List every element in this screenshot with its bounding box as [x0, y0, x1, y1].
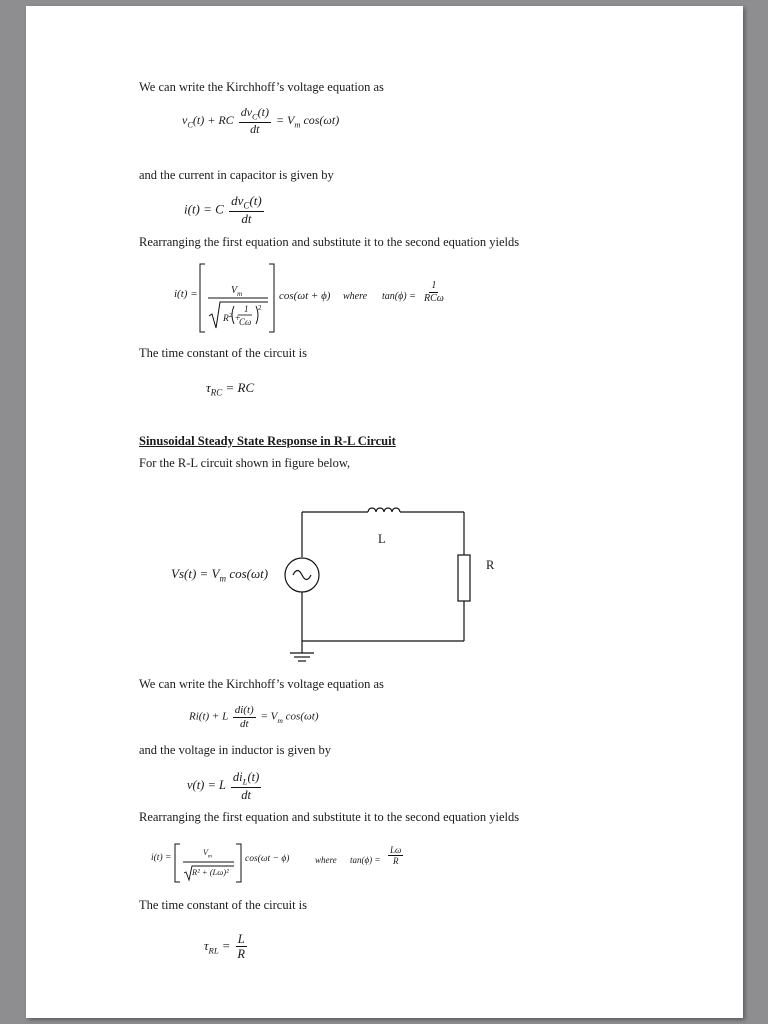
equation-solution-rc-where: where	[343, 291, 368, 302]
equation-kvl-rl: Ri(t) + L $\frac{di(t)}{dt}$ = $V_m$ cos(ωt)	[189, 704, 319, 730]
resistor-body	[458, 555, 470, 601]
paragraph-intro-rl: For the R-L circuit shown in figure below,	[139, 456, 351, 470]
equation-solution-rl-tan: tan(ϕ) =	[350, 855, 381, 865]
paragraph-voltage-rl: and the voltage in inductor is given by	[139, 743, 331, 757]
equation-solution-rc-tan-frac: $\frac{1}{\text{RCω}}$	[424, 280, 444, 304]
paragraph-kvl-rc: We can write the Kirchhoff’s voltage equation as	[139, 80, 384, 94]
equation-solution-rl-tan-frac: $\frac{L\omega}{R}$	[390, 845, 402, 867]
equation-voltage-rl: v(t) = L $\frac{di_L(t)}{dt}$	[187, 770, 260, 802]
equation-solution-rc-tan: tan(ϕ) =	[382, 291, 416, 302]
equation-tau-rl: $\tau_{RL}$ = $\frac{L}{R}$	[204, 932, 246, 962]
equation-solution-rl-where: where	[315, 855, 337, 865]
inductor-label: L	[378, 532, 386, 546]
rl-circuit-diagram	[276, 501, 476, 666]
equation-solution-rc-num: $V_m$	[231, 285, 243, 298]
paragraph-time-constant-rc: The time constant of the circuit is	[139, 346, 308, 360]
equation-current-rc: i(t) = C $\frac{dv_C(t)}{dt}$	[184, 193, 262, 227]
section-heading-rl: Sinusoidal Steady State Response in R-L Circuit	[139, 434, 396, 448]
equation-solution-rl-den: R² + (Lω)²	[192, 867, 229, 877]
equation-solution-rc-den-r: $R^2$ +	[223, 312, 241, 325]
equation-solution-rl-tail: cos(ωt − ϕ)	[245, 854, 290, 864]
paragraph-current-rc: and the current in capacitor is given by	[139, 168, 334, 182]
source-label: $Vs(t) = V_m$ cos(ωt)	[171, 566, 269, 584]
paragraph-kvl-rl: We can write the Kirchhoff’s voltage equation as	[139, 677, 384, 691]
equation-solution-rc-lhs: i(t) =	[174, 288, 198, 300]
document-page: We can write the Kirchhoff’s voltage equation as $v_C(t)$ + RC $\frac{dv_C(t)}{dt}$ = $V_m$ cos(ωt) and the current in capacitor is given by i(t) = C $\frac{dv_C(t)}{dt}$ Rearranging the first equation and substitute it to the second equation yields i(t) = $V_m$ $R^2$ + 1 Cω 2 cos(ωt + ϕ) where tan(ϕ) = $\frac{1}{\text{RCω}}$ The time constant of the circuit is $\tau_{RC}$ = RC Sinusoidal Steady State Response in R-L Circuit For the R-L circuit shown in figure below, L R $Vs(t) = V_m$ cos(ωt) We can write the Kirchhoff’s voltage equation as Ri(t) + L $\frac{di(t)}{dt}$ = $V_m$ cos(ωt) and the voltage in inductor is given by v(t) = L $\frac{di_L(t)}{dt}$ Rearranging the first equation and substitute it to the second equation yields i(t) = $V_m$ R² + (Lω)² cos(ωt − ϕ) where tan(ϕ) = $\frac{L\omega}{R}$ The time constant of the circuit is $\tau_{RL}$ = $\frac{L}{R}$	[26, 6, 743, 1018]
ac-source-wave	[293, 571, 311, 580]
equation-solution-rc-tail: cos(ωt + ϕ)	[279, 290, 331, 302]
paragraph-rearrange-rc: Rearranging the first equation and substitute it to the second equation yields	[139, 235, 520, 249]
resistor-label: R	[486, 558, 495, 572]
equation-solution-rl-lhs: i(t) =	[151, 853, 172, 863]
paragraph-rearrange-rl: Rearranging the first equation and substitute it to the second equation yields	[139, 810, 520, 824]
equation-tau-rc: $\tau_{RC}$ = RC	[206, 380, 255, 398]
equation-solution-rc-den-frac-num: 1	[244, 304, 249, 314]
equation-solution-rc-den-frac-den: Cω	[239, 317, 252, 327]
paragraph-time-constant-rl: The time constant of the circuit is	[139, 898, 308, 912]
equation-solution-rl-num: $V_m$	[203, 848, 212, 860]
equation-kvl-rc: $v_C(t)$ + RC $\frac{dv_C(t)}{dt}$ = $V_m$ cos(ωt)	[182, 105, 340, 137]
inductor-coil	[368, 508, 400, 512]
